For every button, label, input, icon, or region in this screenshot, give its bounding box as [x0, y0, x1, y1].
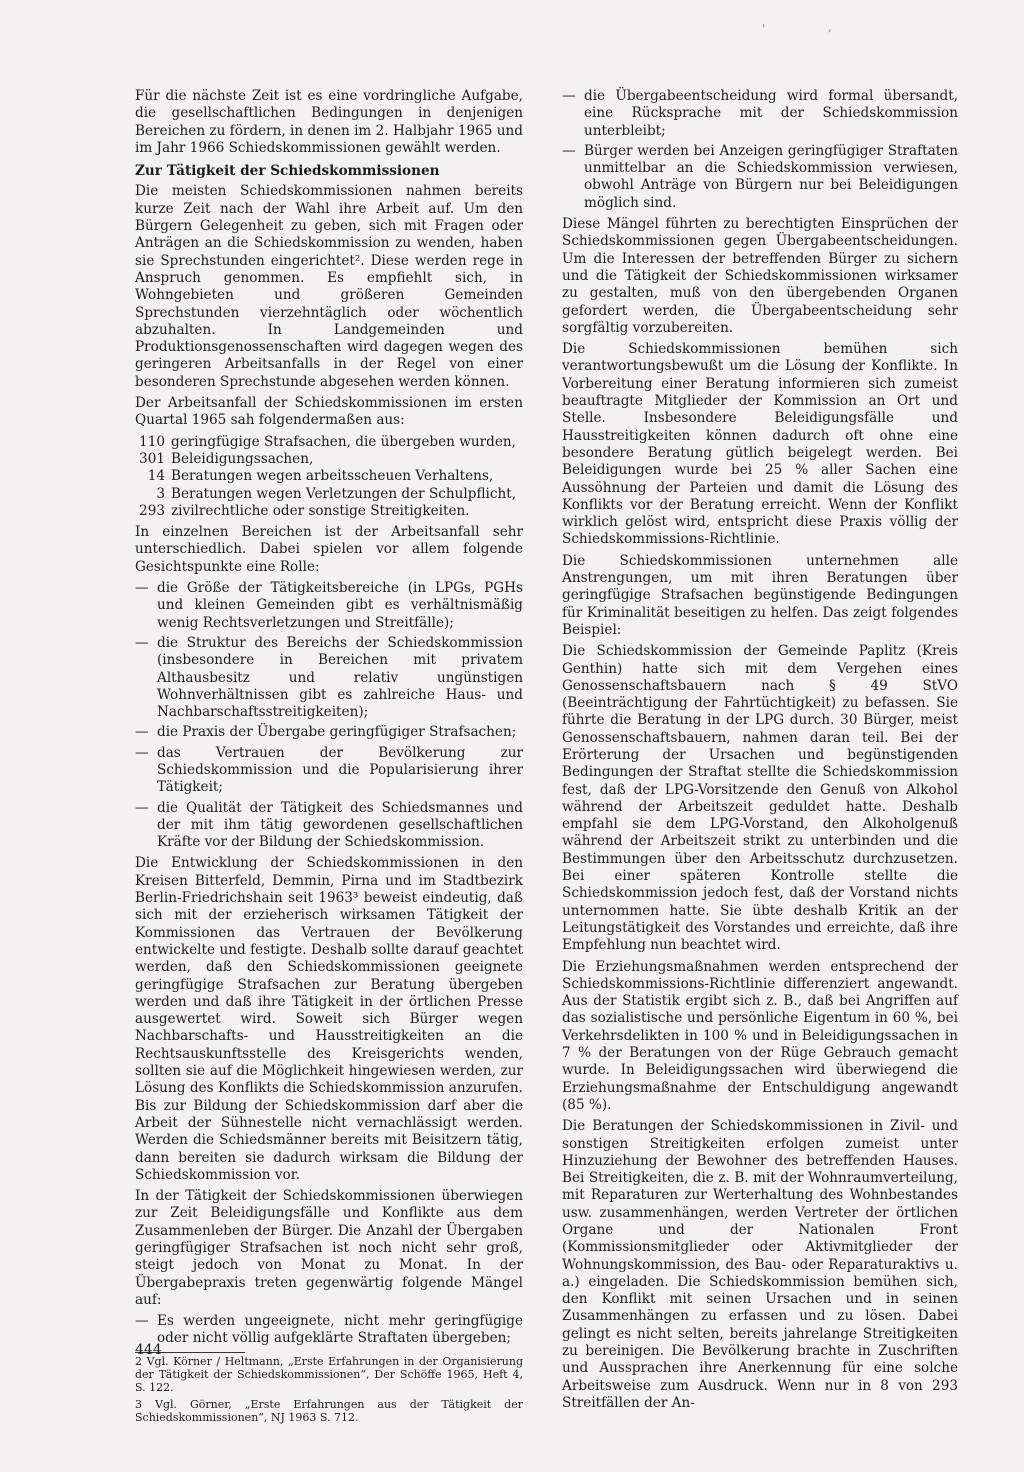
stat-text: Beleidigungssachen, — [171, 450, 314, 467]
paragraph: Diese Mängel führten zu berechtigten Einsprüchen der Schiedskommissionen gegen Übergabeentscheidungen. Um die Interessen der betreffenden Bürger zu sichern und die Tätigkeit der Schiedskommissionen wirksamer zu gestalten, muß von den übergebenden Organen gefordert werden, die Übergabeentscheidung sehr sorgfältig vorzubereiten. — [562, 216, 958, 336]
scan-speck: , — [828, 20, 832, 34]
factor-list — [135, 580, 523, 851]
stat-text: Beratungen wegen Verletzungen der Schulpflicht, — [171, 485, 517, 502]
list-item: — Es werden ungeeignete, nicht mehr geringfügige oder nicht völlig aufgeklärte Straftaten übergeben; — [135, 1313, 523, 1348]
stat-row — [135, 451, 523, 468]
paragraph: Die Entwicklung der Schiedskommissionen in den Kreisen Bitterfeld, Demmin, Pirna und im Stadtbezirk Berlin-Friedrichshain seit 1963³ beweist eindeutig, daß sich mit der erzieherisch wirksamen Tätigkeit der Kommissionen das Vertrauen der Bevölkerung entwickelte und festigte. Deshalb sollte darauf geachtet werden, daß den Schiedskommissionen geeignete geringfügige Strafsachen zur Beratung übergeben werden und daß ihre Tätigkeit in der örtlichen Presse ausgewertet wird. Soweit sich Bürger wegen Nachbarschafts- und Hausstreitigkeiten an die Rechtsauskunftsstelle des Kreisgerichts wenden, sollten sie auf die Möglichkeit hingewiesen werden, zur Lösung des Konflikts die Schiedskommission anzurufen. Bis zur Bildung der Schiedskommission darf aber die Arbeit der Sühnestelle nicht vernachlässigt werden. Werden die Schiedsmänner bereits mit Beisitzern tätig, dann bereiten sie dadurch wirksam die Bildung der Schiedskommission vor. — [135, 855, 523, 1183]
section-heading: Zur Tätigkeit der Schiedskommissionen — [135, 163, 440, 180]
list-item: — die Größe der Tätigkeitsbereiche (in LPGs, PGHs und kleinen Gemeinden gibt es verhältnismäßig wenig Rechtsverletzungen und Streitfälle); — [135, 580, 523, 632]
paragraph: Die meisten Schiedskommissionen nahmen bereits kurze Zeit nach der Wahl ihre Arbeit auf. Um den Bürgern Gelegenheit zu geben, sich mit Fragen oder Anträgen an die Schiedskommission zu wenden, haben sie Sprechstunden eingerichtet². Diese werden rege in Anspruch genommen. Es empfiehlt sich, in Wohngebieten und größeren Gemeinden Sprechstunden vierzehntäglich oder wöchentlich abzuhalten. In Landgemeinden und Produktionsgenossenschaften wird dagegen wegen des geringeren Arbeitsanfalls in der Regel von einer besonderen Sprechstunde abgesehen werden können. — [135, 183, 523, 390]
paragraph: Die Schiedskommission der Gemeinde Paplitz (Kreis Genthin) hatte sich mit dem Vergehen eines Genossenschaftsbauern nach § 49 StVO (Beeinträchtigung der Fahrtüchtigkeit) zu befassen. Sie führte die Beratung in der LPG durch. 30 Bürger, meist Genossenschaftsbauern, nahmen daran teil. Bei der Erörterung der Ursachen und begünstigenden Bedingungen der Straftat stellte die Schiedskommission fest, daß der LPG-Vorsitzende den Genuß von Alkohol während der Arbeitszeit geduldet hatte. Deshalb empfahl sie dem LPG-Vorstand, den Alkoholgenuß während der Arbeitszeit strikt zu unterbinden und die Bestimmungen über den Arbeitsschutz durchzusetzen. Bei einer späteren Kontrolle stellte die Schiedskommission jedoch fest, daß der Vorstand nichts unternommen hatte. Sie übte deshalb Kritik an der Leitungstätigkeit des Vorstandes und erreichte, daß ihre Empfehlung nun beachtet wird. — [562, 643, 958, 954]
stat-number: 293 — [139, 502, 165, 519]
stat-row — [135, 503, 523, 520]
right-column — [562, 88, 958, 1416]
list-item: — das Vertrauen der Bevölkerung zur Schiedskommission und die Popularisierung ihrer Tätigkeit; — [135, 745, 523, 797]
paragraph: In der Tätigkeit der Schiedskommissionen überwiegen zur Zeit Beleidigungsfälle und Konflikte aus dem Zusammenleben der Bürger. Die Anzahl der Übergaben geringfügiger Strafsachen ist noch nicht sehr groß, steigt jedoch von Monat zu Monat. In der Übergabepraxis treten gegenwärtig folgende Mängel auf: — [135, 1188, 523, 1308]
workload-stats — [135, 434, 523, 520]
list-item: — die Übergabeentscheidung wird formal übersandt, eine Rücksprache mit der Schiedskommission unterbleibt; — [562, 88, 958, 140]
footnote: 3 Vgl. Görner, „Erste Erfahrungen aus der Tätigkeit der Schiedskommissionen“, NJ 1963 S. 712. — [135, 1397, 523, 1424]
stat-number: 3 — [156, 485, 165, 502]
scan-speck: ' — [762, 22, 766, 36]
stat-number: 301 — [139, 450, 165, 467]
paragraph: Die Erziehungsmaßnahmen werden entsprechend der Schiedskommissions-Richtlinie differenziert angewandt. Aus der Statistik ergibt sich z. B., daß bei Angriffen auf das sozialistische und persönliche Eigentum in 60 %, bei Verkehrsdelikten in 100 % und in Beleidigungssachen in 7 % der Beratungen von der Rüge Gebrauch gemacht wurde. In Beleidigungssachen wird überwiegend die Erziehungsmaßnahme der Entschuldigung angewandt (85 %). — [562, 958, 958, 1113]
stat-text: geringfügige Strafsachen, die übergeben wurden, — [171, 433, 516, 450]
paragraph: Die Beratungen der Schiedskommissionen in Zivil- und sonstigen Streitigkeiten erfolgen zumeist unter Hinzuziehung der Bewohner des betreffenden Hauses. Bei Streitigkeiten, die z. B. mit der Wohnraumverteilung, mit Reparaturen zur Werterhaltung des Wohnbestandes usw. zusammenhängen, werden Vertreter der örtlichen Organe und der Nationalen Front (Kommissionsmitglieder oder Aktivmitglieder der Wohnungskommission, des Bau- oder Reparaturaktivs u. a.) eingeladen. Die Schiedskommission bemühen sich, den Konflikt mit seinen Ursachen und in seinen Zusammenhängen zu erfassen und zu lösen. Dabei gelingt es nicht selten, bereits jahrelange Streitigkeiten zu bereinigen. Die Bevölkerung brachte in Zuschriften und Aussprachen ihre Anerkennung für eine solche Arbeitsweise zum Ausdruck. Wenn nur in 8 von 293 Streitfällen der An- — [562, 1118, 958, 1411]
stat-row — [135, 434, 523, 451]
footnote: 2 Vgl. Körner / Heltmann, „Erste Erfahrungen in der Organisierung der Tätigkeit der Schiedskommissionen“, Der Schöffe 1965, Heft 4, S. 122. — [135, 1354, 523, 1394]
paragraph: Die Schiedskommissionen unternehmen alle Anstrengungen, um mit ihren Beratungen über geringfügige Strafsachen begünstigende Bedingungen für Kriminalität beseitigen zu helfen. Das zeigt folgendes Beispiel: — [562, 552, 958, 638]
defect-list-continued — [562, 88, 958, 212]
list-item: — die Qualität der Tätigkeit des Schiedsmannes und der mit ihm tätig gewordenen gesellschaftlichen Kräfte vor der Bildung der Schiedskommission. — [135, 800, 523, 852]
left-column — [135, 88, 523, 1428]
stat-number: 14 — [147, 468, 165, 485]
list-item: — Bürger werden bei Anzeigen geringfügiger Straftaten unmittelbar an die Schiedskommission verwiesen, obwohl Anträge von Bürgern nur bei Beleidigungen möglich sind. — [562, 143, 958, 212]
paragraph: In einzelnen Bereichen ist der Arbeitsanfall sehr unterschiedlich. Dabei spielen vor allem folgende Gesichtspunkte eine Rolle: — [135, 524, 523, 575]
paragraph: Der Arbeitsanfall der Schiedskommissionen im ersten Quartal 1965 sah folgendermaßen aus: — [135, 395, 523, 429]
stat-number: 110 — [139, 433, 165, 450]
stat-row — [135, 486, 523, 503]
page-number: 444 — [135, 1342, 162, 1358]
intro-paragraph: Für die nächste Zeit ist es eine vordringliche Aufgabe, die gesellschaftlichen Bedingungen in denjenigen Bereichen zu fördern, in denen im 2. Halbjahr 1965 und im Jahr 1966 Schiedskommissionen gewählt werden. — [135, 88, 523, 156]
stat-text: zivilrechtliche oder sonstige Streitigkeiten. — [171, 502, 470, 519]
paragraph: Die Schiedskommissionen bemühen sich verantwortungsbewußt um die Lösung der Konflikte. In Vorbereitung einer Beratung informieren sich zumeist beauftragte Mitglieder der Kommission an Ort und Stelle. Insbesondere Beleidigungsfälle und Hausstreitigkeiten können dadurch oft ohne eine besondere Beratung gütlich beigelegt werden. Bei Beleidigungen wurde bei 25 % aller Sachen eine Aussöhnung der Parteien und damit die Lösung des Konflikts vor der Beratung erreicht. Wenn der Konflikt wirklich gelöst wird, entspricht diese Praxis völlig der Schiedskommissions-Richtlinie. — [562, 341, 958, 548]
stat-row — [135, 468, 523, 485]
list-item: — die Praxis der Übergabe geringfügiger Strafsachen; — [135, 724, 523, 741]
defect-list — [135, 1313, 523, 1348]
stat-text: Beratungen wegen arbeitsscheuen Verhaltens, — [171, 468, 494, 485]
list-item: — die Struktur des Bereichs der Schiedskommission (insbesondere in Bereichen mit privatem Althausbesitz und relativ ungünstigen Wohnverhältnissen gibt es zahlreiche Haus- und Nachbarschaftsstreitigkeiten); — [135, 635, 523, 721]
